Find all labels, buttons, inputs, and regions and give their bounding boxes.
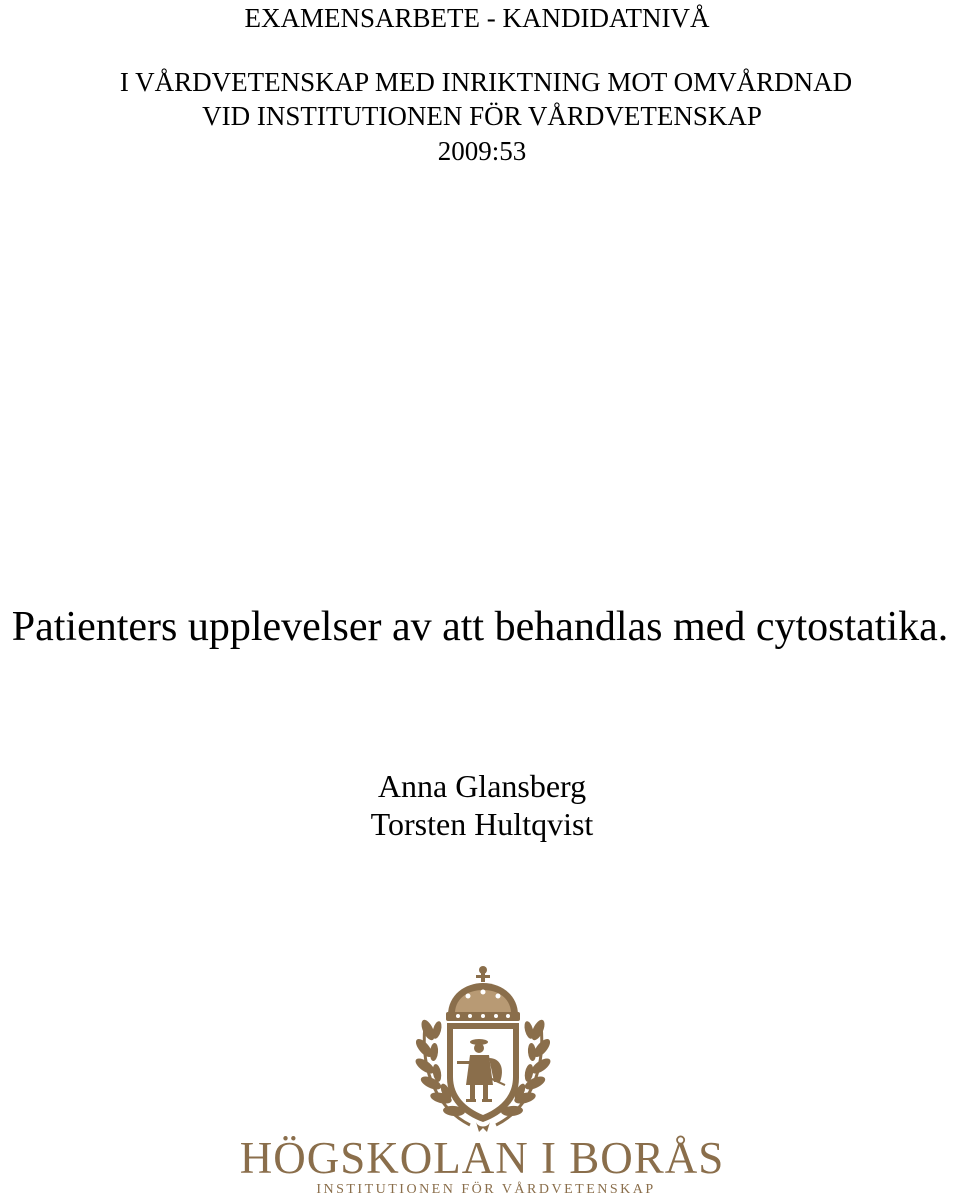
logo-institution-name: INSTITUTIONEN FÖR VÅRDVETENSKAP (316, 1182, 656, 1197)
university-name: HÖGSKOLAN I BORÅS (239, 1133, 725, 1183)
report-number: 2009:53 (437, 136, 527, 166)
author-name: Torsten Hultqvist (370, 806, 594, 842)
crown-icon (446, 966, 520, 1021)
thesis-title: Patienters upplevelser av att behandlas med cytostatika. (11, 604, 949, 650)
author-name: Anna Glansberg (377, 768, 587, 804)
exam-level-label: EXAMENSARBETE - KANDIDATNIVÅ (244, 3, 710, 33)
institution-line: VID INSTITUTIONEN FÖR VÅRDVETENSKAP (202, 101, 762, 131)
program-line: I VÅRDVETENSKAP MED INRIKTNING MOT OMVÅRDNAD (119, 67, 853, 97)
ribbon-icon (476, 1122, 490, 1132)
